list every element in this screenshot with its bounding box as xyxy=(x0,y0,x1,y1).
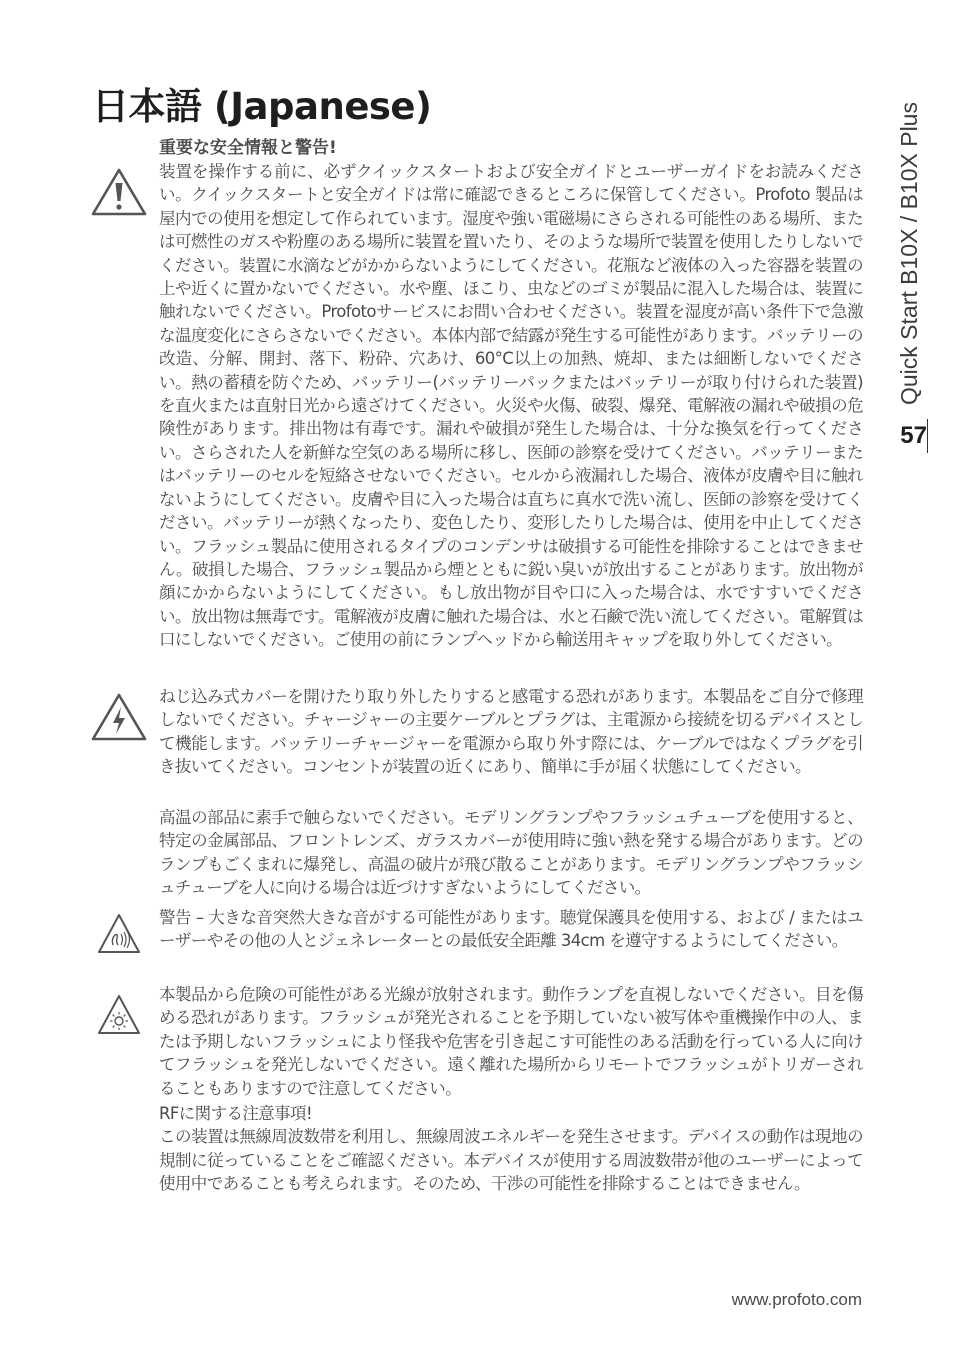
warning-exclamation-icon xyxy=(90,167,148,217)
page-number: 57 xyxy=(900,422,927,449)
electric-shock-icon xyxy=(90,692,148,742)
footer-url: www.profoto.com xyxy=(731,1290,862,1309)
page-title: 日本語 (Japanese) xyxy=(92,85,432,128)
noise-warning-text: 警告 – 大きな音突然大きな音がする可能性があります。聴覚保護具を使用する、および / またはユーザーやその他の人とジェネレーターとの最低安全距離 34cm を遵守するようにしてください。 xyxy=(159,908,863,951)
optical-radiation-text: 本製品から危険の可能性がある光線が放射されます。動作ランプを直視しないでください。目を傷める恐れがあります。フラッシュが発光されることを予期していない被写体や重機操作中の人、または予期しないフラッシュにより怪我や危害を引き起こす可能性のある活動を行っている人に向けてフラッシュを発光しないでください。遠く離れた場所からリモートでフラッシュがトリガーされることもありますので注意してください。 xyxy=(159,985,863,1098)
safety-heading: 重要な安全情報と警告! xyxy=(159,138,337,158)
rf-notice-text: RFに関する注意事項! この装置は無線周波数帯を利用し、無線周波エネルギーを発生させます。デバイスの動作は現地の規制に従っていることをご確認ください。本デバイスが使用する周波数帯が他のユーザーによって使用中であることも考えられます。そのため、干渉の可能性を排除することはできません。 xyxy=(159,1104,863,1194)
general-safety-text: 装置を操作する前に、必ずクイックスタートおよび安全ガイドとユーザーガイドをお読みください。クイックスタートと安全ガイドは常に確認できるところに保管してください。Profoto 製品は屋内での使用を想定して作られています。湿度や強い電磁場にさらされる可能性のある場所、または可燃性のガスや粉塵のある場所に装置を置いたり、そのような場所で装置を使用したりしないでください。装置に水滴などがかからないようにしてください。花瓶など液体の入った容器を装置の上や近くに置かないでください。水や塵、ほこり、虫などのゴミが製品に混入した場合は、装置に触れないでください。Profotoサービスにお問い合わせください。装置を湿度が高い条件下で急激な温度変化にさらさないでください。本体内部で結露が発生する可能性があります。バッテリーの改造、分解、開封、落下、粉砕、穴あけ、60°C以上の加熱、焼却、または細断しないでください。熱の蓄積を防ぐため、バッテリー(バッテリーパックまたはバッテリーが取り付けられた装置)を直火または直射日光から遠ざけてください。火災や火傷、破裂、爆発、電解液の漏れや破損の危険性があります。排出物は有毒です。漏れや破損が発生した場合は、十分な換気を行ってください。さらされた人を新鮮な空気のある場所に移し、医師の診察を受けてください。バッテリーまたはバッテリーのセルを短絡させないでください。セルから液漏れした場合、液体が皮膚や目に触れないようにしてください。皮膚や目に入った場合は直ちに真水で洗い流し、医師の診察を受けてください。バッテリーが熱くなったり、変色したり、変形したりした場合は、使用を中止してください。フラッシュ製品に使用されるタイプのコンデンサは破損する可能性を排除することはできません。破損した場合、フラッシュ製品から煙とともに鋭い臭いが放出することがあります。放出物が顔にかからないようにしてください。もし放出物が目や口に入った場合は、水ですすいでください。放出物は無毒です。電解液が皮膚に触れた場合は、水と石鹸で洗い流してください。電解質は口にしないでください。ご使用の前にランプヘッドから輸送用キャップを取り外してください。 xyxy=(159,162,863,650)
electric-shock-text: ねじ込み式カバーを開けたり取り外したりすると感電する恐れがあります。本製品をご自分で修理しないでください。チャージャーの主要ケーブルとプラグは、主電源から接続を切るデバイスとして機能します。バッテリーチャージャーを電源から取り外す際には、ケーブルではなくプラグを引き抜いてください。コンセントが装置の近くにあり、簡単に手が届く状態にしてください。 xyxy=(159,687,863,777)
hot-parts-text: 高温の部品に素手で触らないでください。モデリングランプやフラッシュチューブを使用すると、特定の金属部品、フロントレンズ、ガラスカバーが使用時に強い熱を発する場合があります。どのランプもごくまれに爆発し、高温の破片が飛び散ることがあります。モデリングランプやフラッシュチューブを人に向ける場合は近づけすぎないようにしてください。 xyxy=(159,808,863,898)
page-number-divider xyxy=(927,419,928,453)
loud-noise-icon xyxy=(96,912,142,956)
optical-radiation-icon xyxy=(96,993,142,1037)
